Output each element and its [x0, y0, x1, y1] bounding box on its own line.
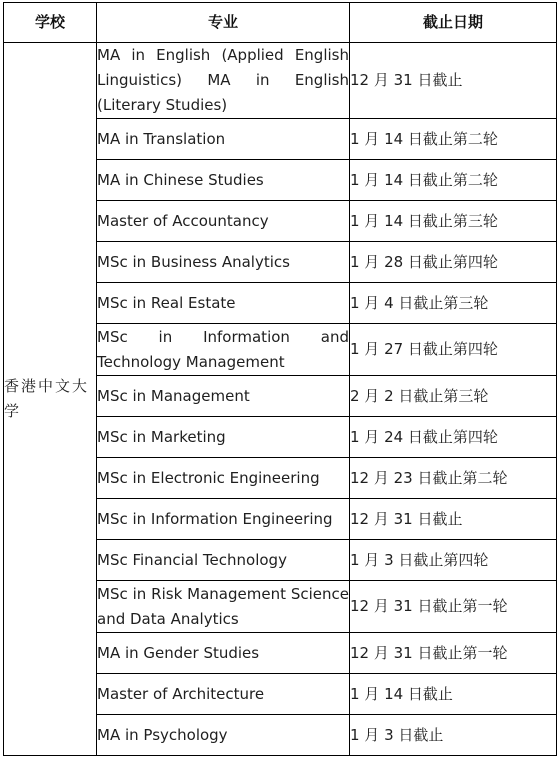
deadline-date: 12 月 31 日截止: [350, 499, 557, 540]
program-name: MSc Financial Technology: [97, 540, 350, 581]
deadline-date: 1 月 24 日截止第四轮: [350, 417, 557, 458]
program-name: Master of Accountancy: [97, 201, 350, 242]
header-row: [4, 3, 557, 43]
program-name: Master of Architecture: [97, 674, 350, 715]
program-name: MSc in Electronic Engineering: [97, 458, 350, 499]
deadline-date: 1 月 3 日截止: [350, 715, 557, 756]
table-row: [4, 43, 557, 119]
deadline-date: 1 月 14 日截止第三轮: [350, 201, 557, 242]
deadline-date: 2 月 2 日截止第三轮: [350, 376, 557, 417]
header-deadline: 截止日期: [350, 3, 557, 43]
program-name: MA in Translation: [97, 119, 350, 160]
program-name: MSc in Real Estate: [97, 283, 350, 324]
program-name: MSc in Management: [97, 376, 350, 417]
header-program: 专业: [97, 3, 350, 43]
school-name: 香港中文大学: [4, 43, 97, 756]
deadline-table: [3, 2, 557, 756]
header-school: 学校: [4, 3, 97, 43]
deadline-date: 1 月 3 日截止第四轮: [350, 540, 557, 581]
deadline-date: 1 月 4 日截止第三轮: [350, 283, 557, 324]
deadline-date: 1 月 14 日截止: [350, 674, 557, 715]
program-name: MSc in Business Analytics: [97, 242, 350, 283]
deadline-date: 1 月 28 日截止第四轮: [350, 242, 557, 283]
deadline-date: 1 月 14 日截止第二轮: [350, 119, 557, 160]
program-name: MA in Psychology: [97, 715, 350, 756]
deadline-date: 1 月 27 日截止第四轮: [350, 324, 557, 376]
deadline-date: 12 月 23 日截止第二轮: [350, 458, 557, 499]
deadline-date: 12 月 31 日截止第一轮: [350, 633, 557, 674]
program-name: MSc in Information and Technology Management: [97, 324, 350, 376]
program-name: MSc in Risk Management Science and Data Analytics: [97, 581, 350, 633]
deadline-date: 12 月 31 日截止第一轮: [350, 581, 557, 633]
deadline-date: 1 月 14 日截止第二轮: [350, 160, 557, 201]
program-name: MA in Chinese Studies: [97, 160, 350, 201]
program-name: MSc in Information Engineering: [97, 499, 350, 540]
program-name: MSc in Marketing: [97, 417, 350, 458]
program-name: MA in Gender Studies: [97, 633, 350, 674]
program-name: MA in English (Applied English Linguistics) MA in English (Literary Studies): [97, 43, 350, 119]
deadline-date: 12 月 31 日截止: [350, 43, 557, 119]
